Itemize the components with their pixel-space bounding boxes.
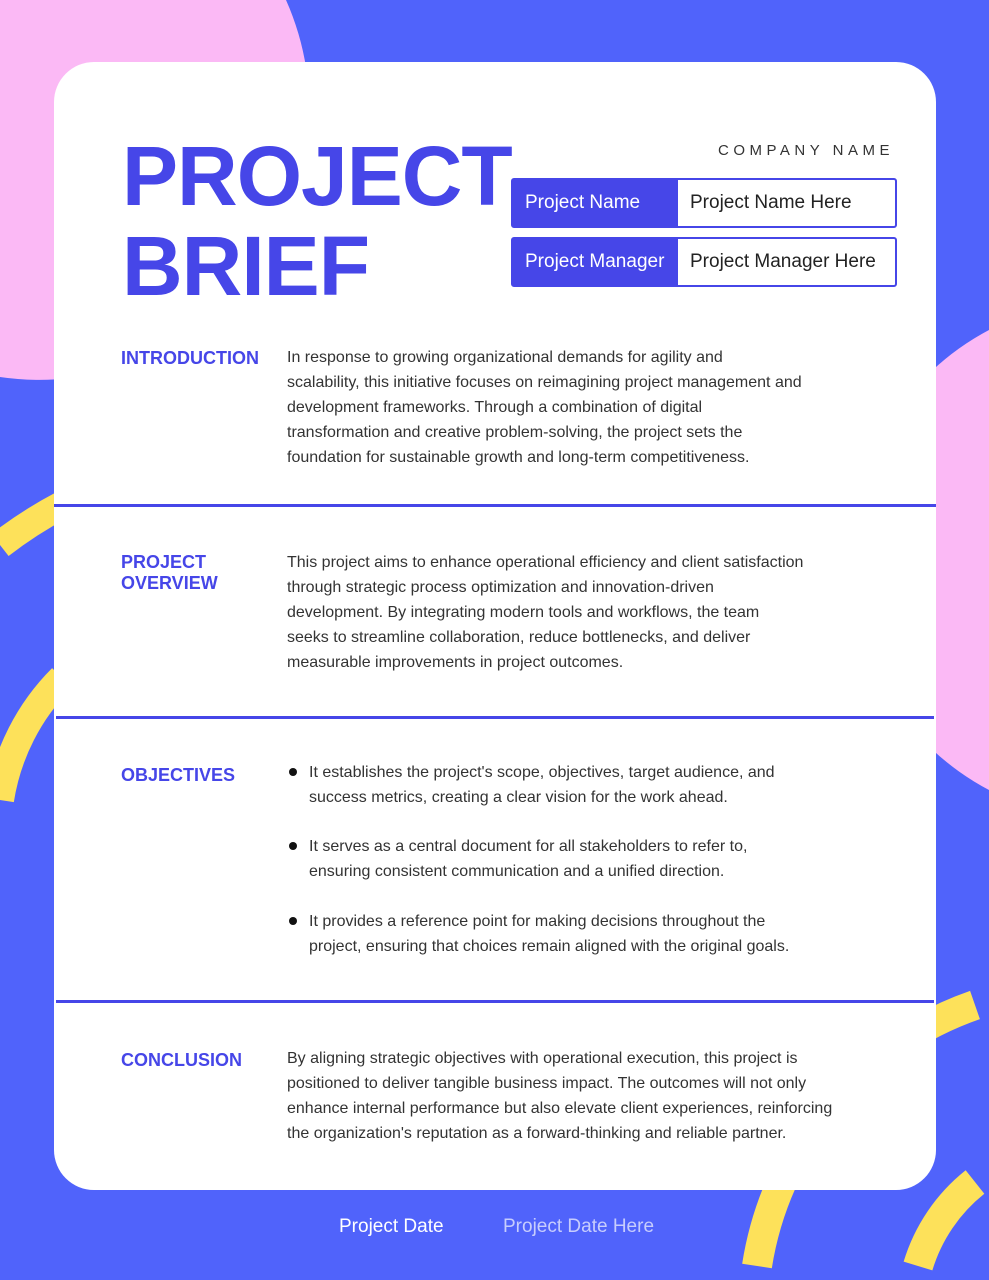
bullet-icon (289, 917, 297, 925)
brief-card (54, 62, 936, 1190)
project-date-value[interactable]: Project Date Here (503, 1216, 655, 1237)
text-line: foundation for sustainable growth and long-term competitiveness. (287, 449, 750, 466)
text-line: development frameworks. Through a combination of digital (287, 399, 703, 416)
introduction-heading: INTRODUCTION (121, 348, 259, 368)
bullet-icon (289, 768, 297, 776)
overview-heading (121, 552, 218, 594)
company-name: COMPANY NAME (718, 142, 894, 159)
yellow-arc-right-inner (918, 1182, 975, 1266)
project-manager-field (511, 237, 897, 287)
text-line: It serves as a central document for all stakeholders to refer to, (309, 838, 748, 855)
heading-line: PROJECT (121, 552, 207, 572)
yellow-arc-left (0, 505, 62, 545)
text-line: positioned to deliver tangible business impact. The outcomes will not only (287, 1075, 807, 1092)
bullet-icon (289, 842, 297, 850)
objective-item (287, 909, 789, 959)
field-label: Project Name (513, 180, 678, 226)
project-name-field (511, 178, 897, 228)
field-value[interactable]: Project Name Here (690, 192, 852, 213)
text-line: It provides a reference point for making decisions throughout the (309, 913, 766, 930)
text-line: In response to growing organizational demands for agility and (287, 349, 723, 366)
divider (54, 504, 936, 507)
text-line: the organization's reputation as a forward-thinking and reliable partner. (287, 1125, 787, 1142)
text-line: seeks to streamline collaboration, reduce bottlenecks, and deliver (287, 629, 751, 646)
objectives-heading: OBJECTIVES (121, 765, 236, 785)
text-line: development. By integrating modern tools and workflows, the team (287, 604, 760, 621)
text-line: This project aims to enhance operational efficiency and client satisfaction (287, 554, 804, 571)
text-line: By aligning strategic objectives with operational execution, this project is (287, 1050, 798, 1067)
text-line: It establishes the project's scope, objectives, target audience, and (309, 764, 775, 781)
text-line: enhance internal performance but also elevate client experiences, reinforcing (287, 1100, 833, 1117)
title-line-2: BRIEF (122, 219, 369, 313)
text-line: measurable improvements in project outcomes. (287, 654, 624, 671)
objective-item (287, 834, 747, 884)
field-value[interactable]: Project Manager Here (690, 251, 876, 272)
objective-item (287, 760, 775, 810)
text-line: transformation and creative problem-solving, the project sets the (287, 424, 743, 441)
project-date-label: Project Date (339, 1216, 444, 1237)
divider (56, 716, 934, 719)
text-line: scalability, this initiative focuses on reimagining project management and (287, 374, 802, 391)
text-line: through strategic process optimization and innovation-driven (287, 579, 714, 596)
introduction-text (287, 345, 802, 470)
divider (56, 1000, 934, 1003)
text-line: success metrics, creating a clear vision for the work ahead. (309, 789, 728, 806)
heading-line: OVERVIEW (121, 573, 218, 593)
title-line-1: PROJECT (122, 129, 512, 223)
field-label: Project Manager (513, 239, 678, 285)
conclusion-heading: CONCLUSION (121, 1050, 242, 1070)
yellow-arc-left-inner (0, 678, 62, 800)
text-line: project, ensuring that choices remain aligned with the original goals. (309, 938, 790, 955)
overview-text (287, 550, 803, 675)
text-line: ensuring consistent communication and a unified direction. (309, 863, 725, 880)
conclusion-text (287, 1046, 832, 1146)
